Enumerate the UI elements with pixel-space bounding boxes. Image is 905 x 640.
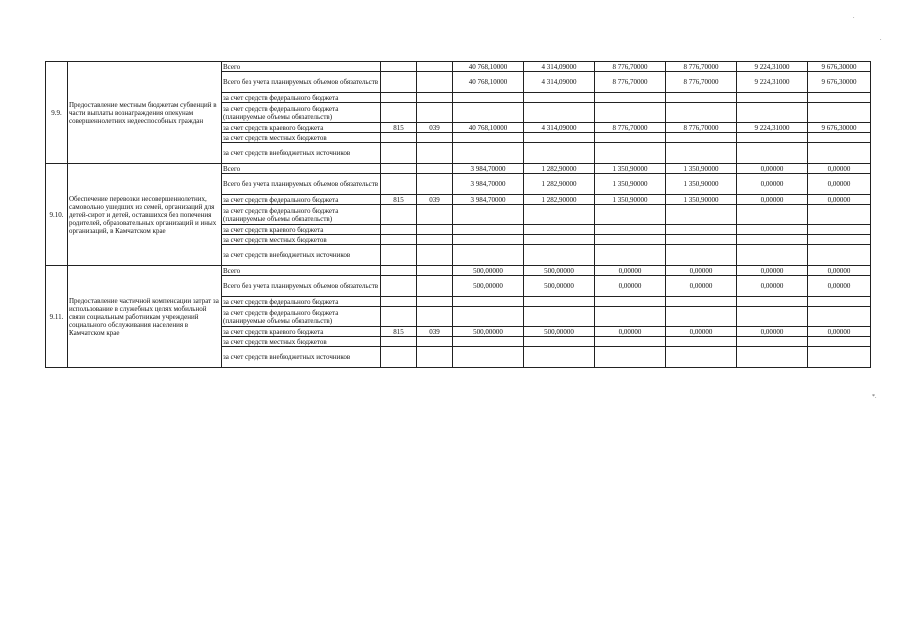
value-cell bbox=[666, 347, 737, 368]
code-cell-grbs bbox=[381, 266, 417, 276]
row-label: за счет средств федерального бюджета (планируемые объемы обязательств) bbox=[222, 103, 381, 123]
value-cell bbox=[453, 103, 524, 123]
value-cell bbox=[524, 93, 595, 103]
value-cell bbox=[808, 133, 871, 143]
value-cell bbox=[453, 225, 524, 235]
table-row bbox=[46, 266, 871, 276]
row-label: за счет средств федерального бюджета bbox=[222, 93, 381, 103]
code-cell-program bbox=[417, 143, 453, 164]
value-cell: 9 224,31000 bbox=[737, 72, 808, 93]
row-label: за счет средств федерального бюджета (планируемые объемы обязательств) bbox=[222, 307, 381, 327]
value-cell bbox=[808, 235, 871, 245]
value-cell: 3 984,70000 bbox=[453, 174, 524, 195]
value-cell bbox=[737, 347, 808, 368]
value-cell bbox=[524, 337, 595, 347]
code-cell-program bbox=[417, 133, 453, 143]
value-cell bbox=[524, 143, 595, 164]
value-cell: 4 314,09000 bbox=[524, 72, 595, 93]
row-label: за счет средств федерального бюджета (планируемые объемы обязательств) bbox=[222, 205, 381, 225]
value-cell bbox=[808, 225, 871, 235]
code-cell-grbs bbox=[381, 143, 417, 164]
code-cell-grbs bbox=[381, 337, 417, 347]
row-label: за счет средств местных бюджетов bbox=[222, 235, 381, 245]
value-cell: 1 282,90000 bbox=[524, 195, 595, 205]
code-cell-grbs: 815 bbox=[381, 195, 417, 205]
table-row bbox=[46, 164, 871, 174]
value-cell bbox=[453, 93, 524, 103]
value-cell bbox=[595, 235, 666, 245]
code-cell-program: 039 bbox=[417, 327, 453, 337]
scan-mark: . bbox=[853, 14, 855, 20]
code-cell-grbs bbox=[381, 245, 417, 266]
row-label: за счет средств внебюджетных источников bbox=[222, 347, 381, 368]
value-cell bbox=[524, 225, 595, 235]
value-cell bbox=[524, 235, 595, 245]
row-label: Всего без учета планируемых объемов обязательств bbox=[222, 174, 381, 195]
code-cell-grbs bbox=[381, 133, 417, 143]
value-cell bbox=[666, 245, 737, 266]
code-cell-program bbox=[417, 103, 453, 123]
value-cell bbox=[453, 297, 524, 307]
value-cell: 0,00000 bbox=[595, 276, 666, 297]
code-cell-program bbox=[417, 276, 453, 297]
value-cell bbox=[808, 297, 871, 307]
value-cell: 0,00000 bbox=[737, 266, 808, 276]
value-cell bbox=[808, 103, 871, 123]
value-cell: 3 984,70000 bbox=[453, 164, 524, 174]
value-cell bbox=[453, 235, 524, 245]
code-cell-program: 039 bbox=[417, 195, 453, 205]
section-description: Обеспечение перевозки несовершеннолетних, самовольно ушедших из семей, организаций для детей-сирот и детей, оставшихся без попечения родителей, образовательных организаций и иных организаций, в Камчатском крае bbox=[68, 164, 222, 266]
value-cell bbox=[737, 297, 808, 307]
value-cell bbox=[524, 307, 595, 327]
value-cell: 0,00000 bbox=[737, 276, 808, 297]
value-cell: 0,00000 bbox=[737, 327, 808, 337]
row-label: за счет средств местных бюджетов bbox=[222, 133, 381, 143]
value-cell bbox=[595, 103, 666, 123]
value-cell bbox=[666, 93, 737, 103]
value-cell bbox=[808, 337, 871, 347]
row-label: за счет средств краевого бюджета bbox=[222, 123, 381, 133]
code-cell-grbs bbox=[381, 174, 417, 195]
value-cell: 1 350,90000 bbox=[595, 164, 666, 174]
value-cell: 500,00000 bbox=[453, 276, 524, 297]
value-cell bbox=[453, 347, 524, 368]
code-cell-program bbox=[417, 245, 453, 266]
value-cell bbox=[453, 337, 524, 347]
value-cell: 0,00000 bbox=[595, 327, 666, 337]
section-index: 9.11. bbox=[46, 266, 68, 368]
value-cell: 0,00000 bbox=[808, 327, 871, 337]
value-cell bbox=[666, 103, 737, 123]
code-cell-program bbox=[417, 164, 453, 174]
value-cell bbox=[737, 235, 808, 245]
value-cell bbox=[737, 205, 808, 225]
value-cell: 1 350,90000 bbox=[595, 195, 666, 205]
value-cell: 40 768,10000 bbox=[453, 123, 524, 133]
value-cell: 500,00000 bbox=[524, 266, 595, 276]
value-cell bbox=[666, 337, 737, 347]
value-cell: 8 776,70000 bbox=[666, 123, 737, 133]
value-cell bbox=[595, 337, 666, 347]
value-cell: 9 676,30000 bbox=[808, 123, 871, 133]
value-cell: 8 776,70000 bbox=[595, 72, 666, 93]
code-cell-program bbox=[417, 266, 453, 276]
row-label: за счет средств местных бюджетов bbox=[222, 337, 381, 347]
table-body bbox=[46, 62, 871, 368]
section-description: Предоставление частичной компенсации затрат за использование в служебных целях мобильной связи социальным работникам учреждений социального обслуживания населения в Камчатском крае bbox=[68, 266, 222, 368]
code-cell-grbs bbox=[381, 62, 417, 72]
value-cell bbox=[808, 307, 871, 327]
scan-mark: . bbox=[880, 36, 882, 42]
value-cell: 1 350,90000 bbox=[666, 174, 737, 195]
value-cell: 3 984,70000 bbox=[453, 195, 524, 205]
code-cell-program bbox=[417, 235, 453, 245]
value-cell bbox=[595, 133, 666, 143]
value-cell: 9 224,31000 bbox=[737, 62, 808, 72]
value-cell: 0,00000 bbox=[666, 327, 737, 337]
value-cell bbox=[595, 143, 666, 164]
value-cell bbox=[453, 245, 524, 266]
value-cell bbox=[453, 133, 524, 143]
value-cell bbox=[737, 337, 808, 347]
value-cell: 0,00000 bbox=[595, 266, 666, 276]
value-cell: 0,00000 bbox=[808, 174, 871, 195]
row-label: Всего без учета планируемых объемов обязательств bbox=[222, 72, 381, 93]
code-cell-program bbox=[417, 174, 453, 195]
value-cell: 500,00000 bbox=[453, 327, 524, 337]
value-cell: 1 350,90000 bbox=[666, 195, 737, 205]
value-cell bbox=[595, 93, 666, 103]
value-cell bbox=[524, 347, 595, 368]
value-cell bbox=[737, 103, 808, 123]
value-cell bbox=[524, 245, 595, 266]
value-cell: 0,00000 bbox=[666, 276, 737, 297]
value-cell: 0,00000 bbox=[808, 266, 871, 276]
value-cell bbox=[666, 205, 737, 225]
value-cell: 1 282,90000 bbox=[524, 164, 595, 174]
code-cell-grbs bbox=[381, 205, 417, 225]
row-label: за счет средств краевого бюджета bbox=[222, 225, 381, 235]
value-cell: 9 224,31000 bbox=[737, 123, 808, 133]
value-cell: 40 768,10000 bbox=[453, 72, 524, 93]
row-label: Всего bbox=[222, 164, 381, 174]
row-label: Всего bbox=[222, 62, 381, 72]
code-cell-program bbox=[417, 205, 453, 225]
scan-mark: *. bbox=[872, 394, 877, 400]
value-cell bbox=[595, 347, 666, 368]
code-cell-program bbox=[417, 225, 453, 235]
code-cell-program: 039 bbox=[417, 123, 453, 133]
code-cell-program bbox=[417, 347, 453, 368]
table-row bbox=[46, 62, 871, 72]
value-cell bbox=[666, 307, 737, 327]
section-description: Предоставление местным бюджетам субвенций в части выплаты вознаграждения опекунам совершеннолетних недееспособных граждан bbox=[68, 62, 222, 164]
value-cell bbox=[595, 225, 666, 235]
value-cell: 0,00000 bbox=[737, 195, 808, 205]
value-cell: 1 282,90000 bbox=[524, 174, 595, 195]
code-cell-program bbox=[417, 297, 453, 307]
value-cell bbox=[453, 307, 524, 327]
value-cell bbox=[524, 205, 595, 225]
value-cell bbox=[595, 245, 666, 266]
value-cell bbox=[737, 93, 808, 103]
value-cell: 40 768,10000 bbox=[453, 62, 524, 72]
value-cell: 9 676,30000 bbox=[808, 72, 871, 93]
value-cell: 0,00000 bbox=[808, 276, 871, 297]
section-index: 9.9. bbox=[46, 62, 68, 164]
code-cell-grbs bbox=[381, 347, 417, 368]
value-cell: 8 776,70000 bbox=[595, 123, 666, 133]
value-cell bbox=[524, 103, 595, 123]
value-cell bbox=[595, 297, 666, 307]
value-cell: 1 350,90000 bbox=[595, 174, 666, 195]
value-cell bbox=[737, 143, 808, 164]
code-cell-grbs bbox=[381, 103, 417, 123]
value-cell: 8 776,70000 bbox=[595, 62, 666, 72]
value-cell bbox=[808, 245, 871, 266]
value-cell bbox=[524, 297, 595, 307]
value-cell: 4 314,09000 bbox=[524, 62, 595, 72]
value-cell: 0,00000 bbox=[737, 164, 808, 174]
budget-table bbox=[45, 61, 871, 368]
value-cell bbox=[595, 307, 666, 327]
section-index: 9.10. bbox=[46, 164, 68, 266]
code-cell-grbs bbox=[381, 235, 417, 245]
code-cell-grbs bbox=[381, 307, 417, 327]
value-cell bbox=[595, 205, 666, 225]
value-cell bbox=[666, 297, 737, 307]
value-cell bbox=[808, 143, 871, 164]
code-cell-grbs bbox=[381, 276, 417, 297]
code-cell-grbs bbox=[381, 225, 417, 235]
code-cell-grbs bbox=[381, 164, 417, 174]
value-cell: 4 314,09000 bbox=[524, 123, 595, 133]
value-cell bbox=[737, 225, 808, 235]
value-cell bbox=[808, 347, 871, 368]
value-cell: 500,00000 bbox=[524, 327, 595, 337]
row-label: за счет средств федерального бюджета bbox=[222, 195, 381, 205]
code-cell-program bbox=[417, 307, 453, 327]
value-cell: 1 350,90000 bbox=[666, 164, 737, 174]
value-cell: 500,00000 bbox=[453, 266, 524, 276]
value-cell: 9 676,30000 bbox=[808, 62, 871, 72]
value-cell: 0,00000 bbox=[666, 266, 737, 276]
code-cell-program bbox=[417, 62, 453, 72]
row-label: за счет средств внебюджетных источников bbox=[222, 143, 381, 164]
row-label: Всего без учета планируемых объемов обязательств bbox=[222, 276, 381, 297]
value-cell bbox=[666, 235, 737, 245]
code-cell-program bbox=[417, 93, 453, 103]
code-cell-grbs bbox=[381, 297, 417, 307]
row-label: Всего bbox=[222, 266, 381, 276]
value-cell bbox=[453, 205, 524, 225]
value-cell: 0,00000 bbox=[737, 174, 808, 195]
row-label: за счет средств краевого бюджета bbox=[222, 327, 381, 337]
value-cell bbox=[737, 245, 808, 266]
value-cell: 0,00000 bbox=[808, 195, 871, 205]
row-label: за счет средств внебюджетных источников bbox=[222, 245, 381, 266]
value-cell: 8 776,70000 bbox=[666, 72, 737, 93]
value-cell: 500,00000 bbox=[524, 276, 595, 297]
value-cell bbox=[524, 133, 595, 143]
code-cell-grbs: 815 bbox=[381, 327, 417, 337]
value-cell bbox=[808, 93, 871, 103]
code-cell-grbs: 815 bbox=[381, 123, 417, 133]
value-cell bbox=[737, 133, 808, 143]
value-cell bbox=[453, 143, 524, 164]
code-cell-grbs bbox=[381, 93, 417, 103]
value-cell: 8 776,70000 bbox=[666, 62, 737, 72]
code-cell-grbs bbox=[381, 72, 417, 93]
value-cell bbox=[666, 133, 737, 143]
code-cell-program bbox=[417, 337, 453, 347]
value-cell: 0,00000 bbox=[808, 164, 871, 174]
value-cell bbox=[737, 307, 808, 327]
code-cell-program bbox=[417, 72, 453, 93]
row-label: за счет средств федерального бюджета bbox=[222, 297, 381, 307]
value-cell bbox=[666, 143, 737, 164]
value-cell bbox=[808, 205, 871, 225]
value-cell bbox=[666, 225, 737, 235]
